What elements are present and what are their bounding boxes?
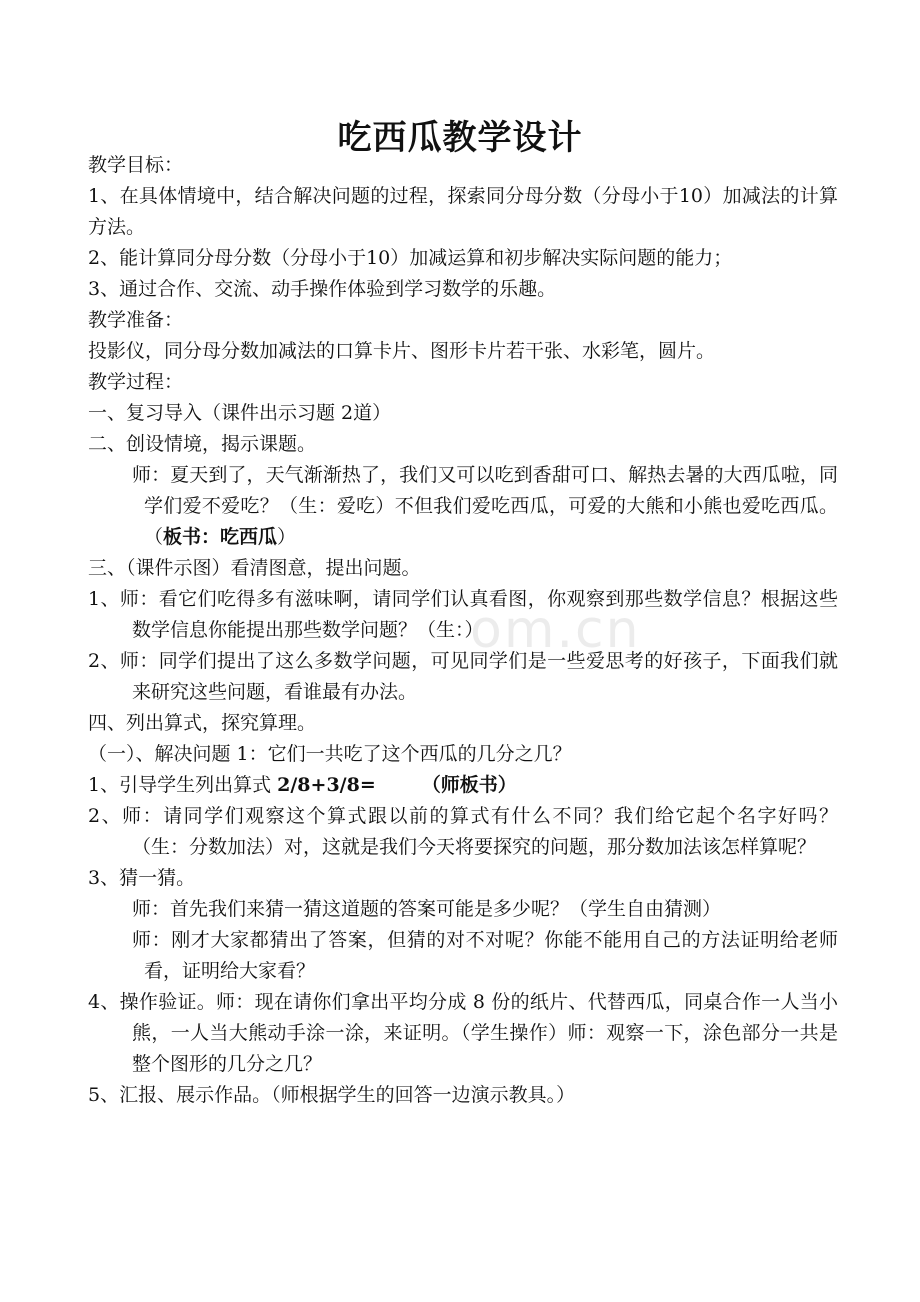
step-4-item-2: 2、师：请同学们观察这个算式跟以前的算式有什么不同？我们给它起个名字好吗？（生：分数加法）对，这就是我们今天将要探究的问题，那分数加法该怎样算呢？	[88, 805, 838, 858]
step-2-text	[88, 460, 838, 553]
step-3-item-2: 2、师：同学们提出了这么多数学问题，可见同学们是一些爱思考的好孩子，下面我们就来研究这些问题，看谁最有办法。	[88, 650, 838, 703]
step-4-item-1-text: 1、引导学生列出算式	[88, 774, 278, 796]
board-note-2: （师板书）	[421, 774, 517, 796]
prep-text: 投影仪，同分母分数加减法的口算卡片、图形卡片若干张、水彩笔，圆片。	[88, 340, 716, 362]
step-1: 一、复习导入（课件出示习题 2道）	[88, 402, 392, 424]
formula: 2/8+3/8=	[277, 774, 376, 796]
prep-heading: 教学准备：	[88, 309, 184, 331]
step-2-end: ）	[277, 526, 297, 548]
step-4-item-3: 3、猜一猜。	[88, 867, 196, 889]
goal-1: 1、在具体情境中，结合解决问题的过程，探索同分母分数（分母小于10）加减法的计算方法。	[88, 185, 838, 238]
goal-heading: 教学目标：	[88, 154, 184, 176]
document-body	[88, 150, 838, 1111]
step-3-item-1: 1、师：看它们吃得多有滋味啊，请同学们认真看图，你观察到那些数学信息？根据这些数学信息你能提出那些数学问题？（生：）	[88, 588, 838, 641]
step-4-item-1	[88, 770, 838, 801]
step-4: 四、列出算式，探究算理。	[88, 712, 317, 734]
board-note: 板书：吃西瓜	[163, 526, 278, 548]
step-4-item-5: 5、汇报、展示作品。（师根据学生的回答一边演示教具。）	[88, 1084, 576, 1106]
process-heading: 教学过程：	[88, 371, 184, 393]
step-4-item-3b: 师：刚才大家都猜出了答案，但猜的对不对呢？你能不能用自己的方法证明给老师看，证明给大家看？	[132, 929, 838, 982]
step-2-body: 师：夏天到了，天气渐渐热了，我们又可以吃到香甜可口、解热去暑的大西瓜啦，同学们爱不爱吃？（生：爱吃）不但我们爱吃西瓜，可爱的大熊和小熊也爱吃西瓜。（	[132, 464, 838, 548]
step-4-item-4: 4、操作验证。师：现在请你们拿出平均分成 8 份的纸片、代替西瓜，同桌合作一人当小熊，一人当大熊动手涂一涂，来证明。（学生操作）师：观察一下，涂色部分一共是整个图形的几分之几？	[88, 991, 838, 1075]
step-2: 二、创设情境，揭示课题。	[88, 433, 317, 455]
watermark: om.cn	[470, 600, 641, 660]
step-3: 三、（课件示图）看清图意，提出问题。	[88, 557, 421, 579]
document-title: 吃西瓜教学设计	[337, 118, 583, 158]
goal-3: 3、通过合作、交流、动手操作体验到学习数学的乐趣。	[88, 278, 557, 300]
goal-2: 2、能计算同分母分数（分母小于10）加减运算和初步解决实际问题的能力；	[88, 247, 733, 269]
step-4-item-3a: 师：首先我们来猜一猜这道题的答案可能是多少呢？（学生自由猜测）	[132, 898, 722, 920]
sub-problem-1: （一）、解决问题 1：它们一共吃了这个西瓜的几分之几？	[88, 743, 572, 765]
